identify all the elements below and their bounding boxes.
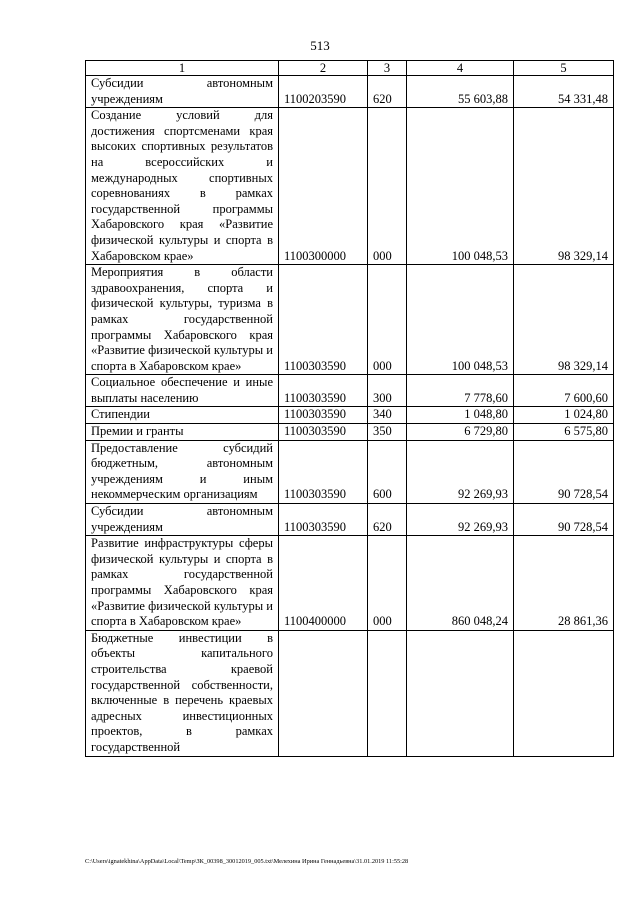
row-name: Социальное обеспечение и иные выплаты населению (86, 375, 279, 407)
row-name: Премии и гранты (86, 424, 279, 441)
table-row (86, 630, 614, 756)
table-row (86, 108, 614, 265)
row-sum-col5 (514, 630, 614, 756)
row-code: 1100300000 (279, 108, 368, 265)
row-expense-type: 620 (368, 504, 407, 536)
row-sum-col5: 1 024,80 (514, 407, 614, 424)
row-sum-col5: 90 728,54 (514, 504, 614, 536)
row-name: Субсидии автономным учреждениям (86, 504, 279, 536)
row-sum-col4: 100 048,53 (407, 265, 514, 375)
table-row (86, 424, 614, 441)
row-code (279, 630, 368, 756)
row-sum-col4: 92 269,93 (407, 440, 514, 503)
row-expense-type: 000 (368, 536, 407, 631)
row-name: Мероприятия в области здравоохранения, спорта и физической культуры, туризма в рамках государственной программы Хабаровского края «Развитие физической культуры и спорта в Хабаровском крае» (86, 265, 279, 375)
column-header: 4 (407, 61, 514, 76)
row-sum-col4: 100 048,53 (407, 108, 514, 265)
table-row (86, 76, 614, 108)
row-name: Создание условий для достижения спортсменами края высоких спортивных результатов на всероссийских и международных спортивных соревнованиях в рамках государственной программы Хабаровского края «Развитие физической культуры и спорта в Хабаровском крае» (86, 108, 279, 265)
table-row (86, 375, 614, 407)
column-header: 5 (514, 61, 614, 76)
row-expense-type: 620 (368, 76, 407, 108)
budget-table (85, 60, 614, 757)
row-expense-type: 600 (368, 440, 407, 503)
row-sum-col5: 6 575,80 (514, 424, 614, 441)
row-expense-type (368, 630, 407, 756)
row-sum-col4: 860 048,24 (407, 536, 514, 631)
row-code: 1100303590 (279, 265, 368, 375)
row-code: 1100303590 (279, 440, 368, 503)
row-code: 1100303590 (279, 407, 368, 424)
column-header: 3 (368, 61, 407, 76)
table-row (86, 407, 614, 424)
table-header-row (86, 61, 614, 76)
row-sum-col5: 98 329,14 (514, 108, 614, 265)
row-sum-col4: 7 778,60 (407, 375, 514, 407)
row-sum-col5: 28 861,36 (514, 536, 614, 631)
column-header: 2 (279, 61, 368, 76)
page-number: 513 (310, 38, 330, 53)
row-code: 1100400000 (279, 536, 368, 631)
row-expense-type: 300 (368, 375, 407, 407)
row-expense-type: 000 (368, 108, 407, 265)
row-code: 1100203590 (279, 76, 368, 108)
row-sum-col5: 7 600,60 (514, 375, 614, 407)
row-name: Предоставление субсидий бюджетным, автономным учреждениям и иным некоммерческим организациям (86, 440, 279, 503)
row-expense-type: 340 (368, 407, 407, 424)
row-expense-type: 350 (368, 424, 407, 441)
row-sum-col4: 1 048,80 (407, 407, 514, 424)
row-name: Субсидии автономным учреждениям (86, 76, 279, 108)
footer-file-path: C:\Users\ignatekhina\AppData\Local\Temp\ЗК_00398_30012019_005.txt\Мелехина Ирина Геннадьевна\31.01.2019 11:55:28 (85, 858, 409, 865)
table-row (86, 265, 614, 375)
row-expense-type: 000 (368, 265, 407, 375)
table-row (86, 504, 614, 536)
row-code: 1100303590 (279, 504, 368, 536)
row-sum-col5: 54 331,48 (514, 76, 614, 108)
row-sum-col4 (407, 630, 514, 756)
row-sum-col4: 6 729,80 (407, 424, 514, 441)
row-code: 1100303590 (279, 424, 368, 441)
row-name: Развитие инфраструктуры сферы физической культуры и спорта в рамках государственной программы Хабаровского края «Развитие физической культуры и спорта в Хабаровском крае» (86, 536, 279, 631)
row-sum-col5: 98 329,14 (514, 265, 614, 375)
row-code: 1100303590 (279, 375, 368, 407)
row-sum-col4: 92 269,93 (407, 504, 514, 536)
row-name: Бюджетные инвестиции в объекты капитального строительства краевой государственной собственности, включенные в перечень краевых адресных инвестиционных проектов, в рамках государственной (86, 630, 279, 756)
row-sum-col5: 90 728,54 (514, 440, 614, 503)
row-name: Стипендии (86, 407, 279, 424)
column-header: 1 (86, 61, 279, 76)
table-row (86, 440, 614, 503)
row-sum-col4: 55 603,88 (407, 76, 514, 108)
table-row (86, 536, 614, 631)
